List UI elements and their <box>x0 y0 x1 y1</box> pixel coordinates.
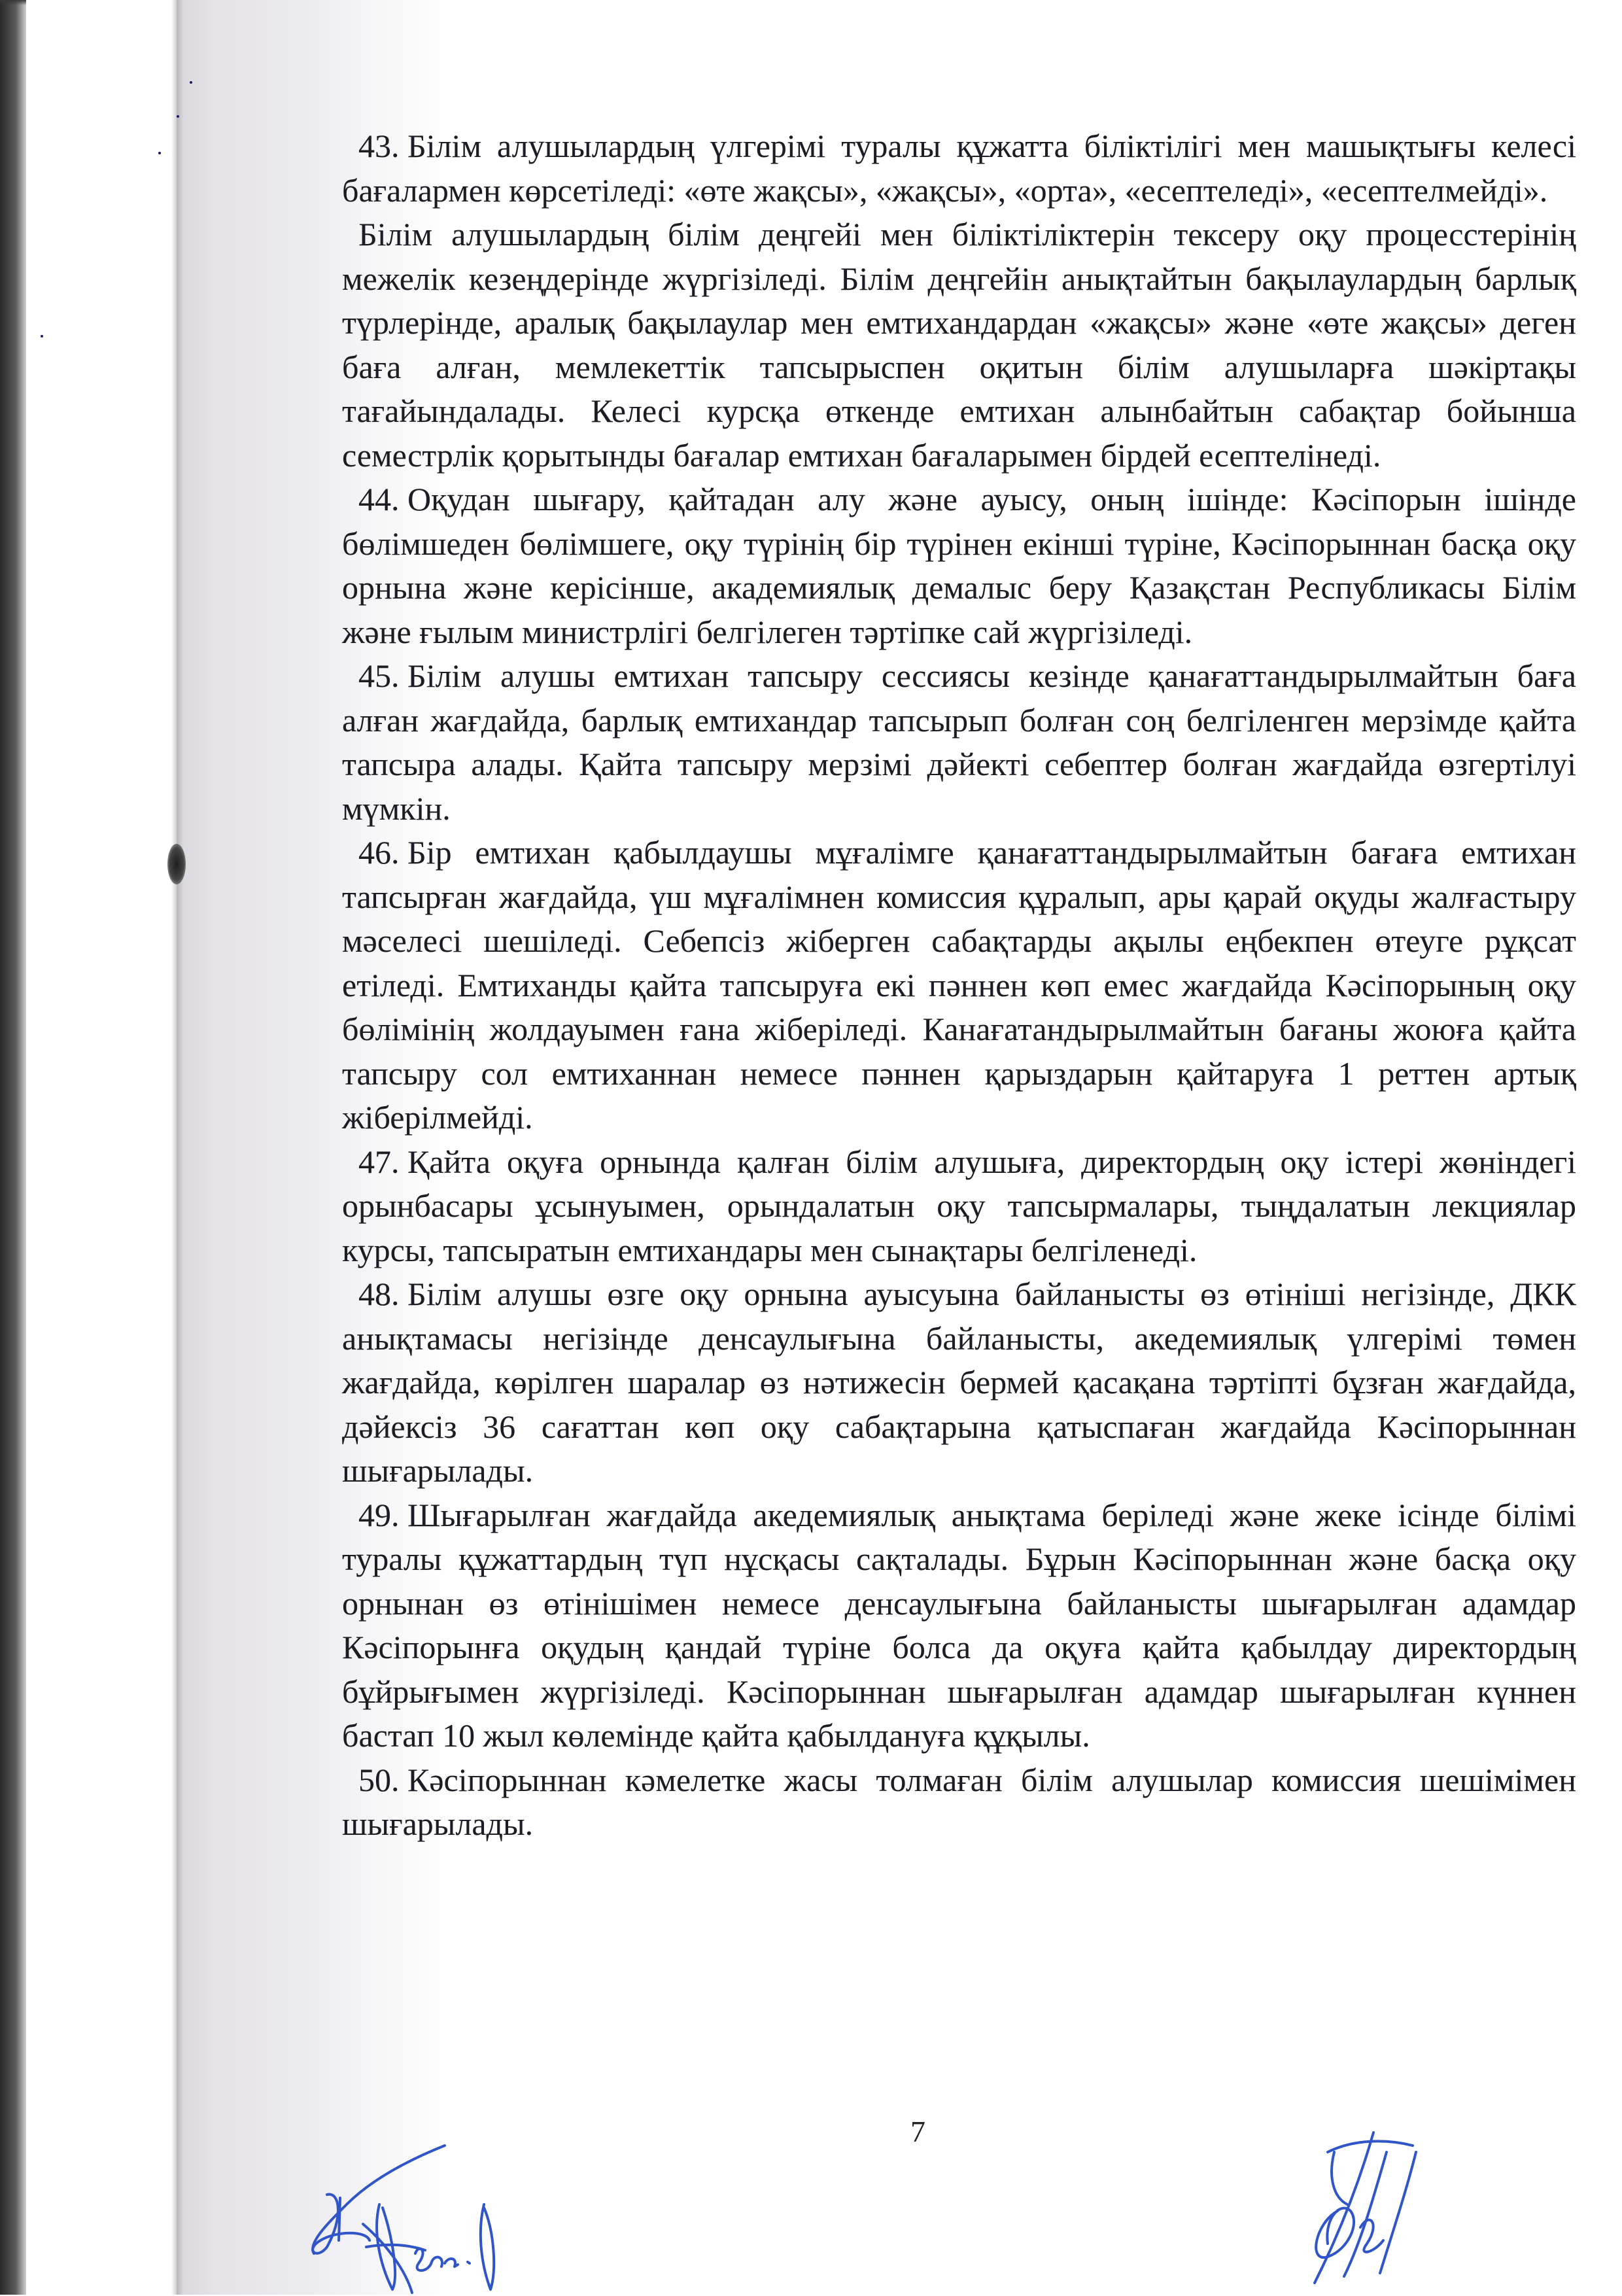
paragraph-44 <box>342 478 1576 654</box>
signature-3-icon <box>1288 2113 1458 2289</box>
document-body <box>342 124 1576 1847</box>
page-number: 7 <box>910 2115 925 2148</box>
page-fold-shadow <box>171 0 183 2295</box>
paragraph-text: Білім алушы өзге оқу орнына ауысуына байланысты өз өтініші негізінде, ДКК анықтамасы негізінде денсаулығына байланысты, акедемиялық үлгерімі төмен жағдайда, көрілген шаралар өз нәтижесін бермей қасақана тәртіпті бұзған жағдайда, дәйексіз 36 сағаттан көп оқу сабақтарына қатыспаған жағдайда Кәсіпорыннан шығарылады. <box>342 1276 1576 1489</box>
paragraph-49 <box>342 1493 1576 1758</box>
paragraph-text: Шығарылған жағдайда акедемиялық анықтама беріледі және жеке ісінде білімі туралы құжаттардың түп нұсқасы сақталады. Бұрын Кәсіпорыннан және басқа оқу орнынан өз өтінішімен немесе денсаулығына байланысты шығарылған адамдар Кәсіпорынға оқудың қандай түріне болса да оқуға қайта қабылдау директордың бұйрығымен жүргізіледі. Кәсіпорыннан шығарылған адамдар шығарылған күннен бастап 10 жыл көлемінде қайта қабылдануға құқылы. <box>342 1496 1576 1754</box>
paragraph-number: 45. <box>358 657 400 694</box>
ink-speck <box>177 115 179 118</box>
paragraph-text: Білім алушылардың білім деңгейі мен біліктіліктерін тексеру оқу процесстерінің межелік кезеңдерінде жүргізіледі. Білім деңгейін анықтайтын бақылаулардың барлық түрлерінде, аралық бақылаулар мен емтихандардан «жақсы» және «өте жақсы» деген баға алған, мемлекеттік тапсырыспен оқитын білім алушыларға шәкіртақы тағайындалады. Келесі курсқа өткенде емтихан алынбайтын сабақтар бойынша семестрлік қорытынды бағалар емтихан бағаларымен бірдей есептелінеді. <box>342 216 1576 474</box>
paragraph-number: 46. <box>358 834 400 871</box>
paragraph-text: Бір емтихан қабылдаушы мұғалімге қанағаттандырылмайтын бағаға емтихан тапсырған жағдайда, үш мұғалімнен комиссия құралып, ары қарай оқуды жалғастыру мәселесі шешіледі. Себепсіз жіберген сабақтарды ақылы еңбекпен өтеуге рұқсат етіледі. Емтиханды қайта тапсыруға екі пәннен көп емес жағдайда Кәсіпорының оқу бөлімінің жолдауымен ғана жіберіледі. Канағатандырылмайтын бағаны жоюға қайта тапсыру сол емтиханнан немесе пәннен қарыздарын қайтаруға 1 реттен артық жіберілмейді. <box>342 834 1576 1136</box>
page-left-margin <box>26 0 177 2295</box>
paragraph-50 <box>342 1758 1576 1847</box>
paragraph-number: 44. <box>358 481 400 517</box>
paragraph-47 <box>342 1140 1576 1273</box>
paragraph-45 <box>342 654 1576 831</box>
scanner-edge <box>0 0 26 2295</box>
ink-speck <box>41 335 43 338</box>
paragraph-number: 49. <box>358 1496 400 1533</box>
ink-speck <box>190 81 192 84</box>
paragraph-48 <box>342 1272 1576 1493</box>
signature-2-icon <box>353 2191 510 2296</box>
paragraph-text: Оқудан шығару, қайтадан алу және ауысу, оның ішінде: Кәсіпорын ішінде бөлімшеден бөлімшеге, оқу түрінің бір түрінен екінші түріне, Кәсіпорыннан басқа оқу орнына және керісінше, академиялық демалыс беру Қазақстан Республикасы Білім және ғылым министрлігі белгілеген тәртіпке сай жүргізіледі. <box>342 481 1576 650</box>
paragraph-text: Кәсіпорыннан кәмелетке жасы толмаған білім алушылар комиссия шешімімен шығарылады. <box>342 1761 1576 1842</box>
paragraph-43 <box>342 124 1576 213</box>
punch-hole <box>167 844 186 884</box>
paragraph-text: Білім алушы емтихан тапсыру сессиясы кезінде қанағаттандырылмайтын баға алған жағдайда, барлық емтихандар тапсырып болған соң белгіленген мерзімде қайта тапсыра алады. Қайта тапсыру мерзімі дәйекті себептер болған жағдайда өзгертілуі мүмкін. <box>342 657 1576 827</box>
paragraph-46 <box>342 831 1576 1140</box>
paragraph-text: Қайта оқуға орнында қалған білім алушыға, директордың оқу істері жөніндегі орынбасары ұсынуымен, орындалатын оқу тапсырмалары, тыңдалатын лекциялар курсы, тапсыратын емтихандары мен сынақтары белгіленеді. <box>342 1143 1576 1268</box>
paragraph-number: 50. <box>358 1761 400 1798</box>
paragraph-43-continued <box>342 213 1576 478</box>
paragraph-number: 47. <box>358 1143 400 1180</box>
paragraph-text: Білім алушылардың үлгерімі туралы құжатта біліктілігі мен машықтығы келесі бағалармен көрсетіледі: «өте жақсы», «жақсы», «орта», «есептеледі», «есептелмейді». <box>342 128 1576 209</box>
ink-speck <box>158 152 161 154</box>
paragraph-number: 48. <box>358 1276 400 1312</box>
paragraph-number: 43. <box>358 128 400 164</box>
